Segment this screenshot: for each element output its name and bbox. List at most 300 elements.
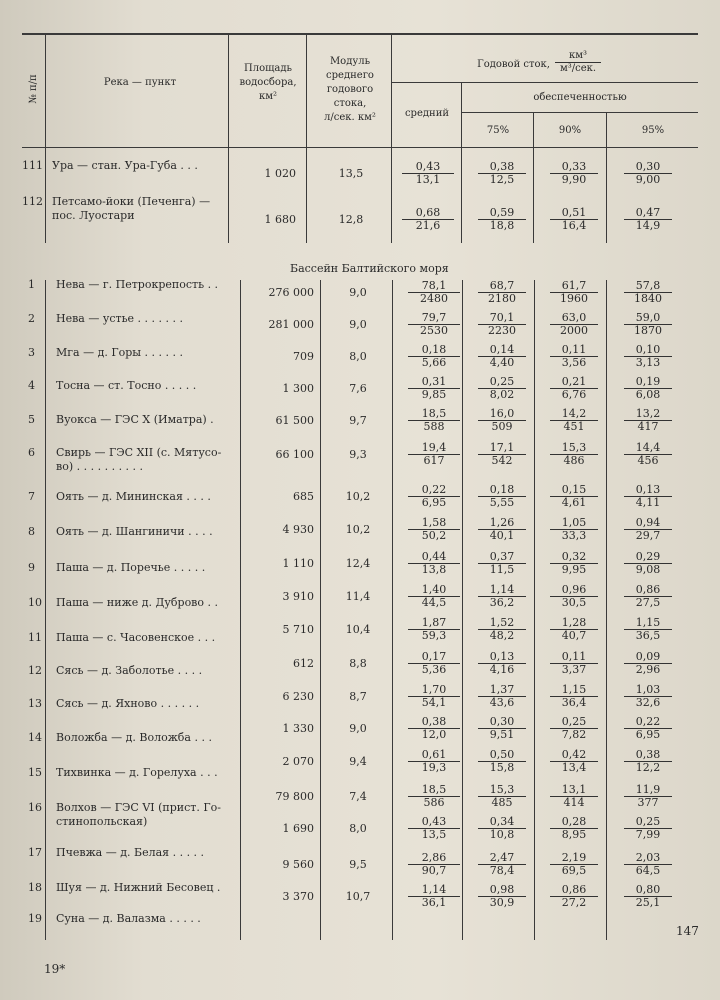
row-mean-volume: 0,38 (408, 716, 460, 729)
row-p90-volume: 0,11 (550, 651, 598, 664)
row-river-line: Оять — д. Мининская . . . . (56, 490, 211, 503)
row-area: 1 300 (282, 382, 314, 395)
row-p95-volume: 0,22 (624, 716, 672, 729)
row-p75 (478, 884, 526, 909)
row-p75-discharge: 4,16 (489, 663, 515, 676)
row-p75-volume: 2,47 (478, 852, 526, 865)
row-p90-discharge: 451 (563, 420, 585, 433)
row-mean (408, 651, 460, 676)
row-mean-volume: 1,70 (408, 684, 460, 697)
row-number: 14 (28, 731, 42, 744)
header-col-p75: 75% (486, 125, 510, 136)
row-p95 (624, 884, 672, 909)
row-area: 1 110 (282, 557, 314, 570)
row-area: 6 230 (282, 690, 314, 703)
row-p95-discharge: 456 (637, 454, 659, 467)
header-area-line3: км² (258, 91, 278, 102)
row-p90-discharge: 4,61 (561, 496, 587, 509)
row-p75 (478, 517, 526, 542)
body-sep-mod (392, 280, 393, 940)
row-p90-volume: 0,15 (550, 484, 598, 497)
row-number: 19 (28, 912, 42, 925)
row-p95 (624, 442, 672, 467)
row-mean-volume: 1,58 (408, 517, 460, 530)
row-p95-discharge: 4,11 (635, 496, 661, 509)
row-p90 (550, 376, 598, 401)
row-mean-discharge: 2480 (420, 292, 448, 305)
row-p75-discharge: 4,40 (489, 356, 515, 369)
row-river-line: Воложба — д. Воложба . . . (56, 731, 212, 744)
body-sep-p75 (534, 280, 535, 940)
row-p90 (550, 484, 598, 509)
row-modulus: 9,0 (349, 318, 367, 331)
row-mean (408, 551, 460, 576)
row-p95-volume: 0,80 (624, 884, 672, 897)
row-river-line: Петсамо-йоки (Печенга) — (52, 195, 211, 208)
row-river (56, 596, 242, 610)
row-p95 (624, 312, 672, 337)
col-sep-no (45, 35, 46, 147)
header-col-p95: 95% (641, 125, 665, 136)
row-mean-volume: 0,43 (402, 161, 454, 174)
row-p95 (624, 344, 672, 369)
row-p90-volume: 0,25 (550, 716, 598, 729)
row-p90-volume: 63,0 (550, 312, 598, 325)
row-p75 (478, 376, 526, 401)
row-p90-discharge: 27,2 (561, 896, 587, 909)
row-p90 (550, 584, 598, 609)
row-area: 1 330 (282, 722, 314, 735)
row-river-line: Шуя — д. Нижний Бесовец . (56, 881, 221, 894)
row-mean-volume: 2,86 (408, 852, 460, 865)
row-p95-volume: 0,25 (624, 816, 672, 829)
row-p90-discharge: 3,56 (561, 356, 587, 369)
row-area: 4 930 (282, 523, 314, 536)
row-p95-volume: 0,47 (624, 207, 672, 220)
row-area: 5 710 (282, 623, 314, 636)
row-mean (402, 207, 454, 232)
row-p90-discharge: 40,7 (561, 629, 587, 642)
row-mean-volume: 0,68 (402, 207, 454, 220)
row-p95 (624, 716, 672, 741)
row-p75 (478, 161, 526, 186)
row-p90 (550, 884, 598, 909)
row-p75-volume: 0,59 (478, 207, 526, 220)
row-mean-discharge: 12,0 (421, 728, 447, 741)
row-p90-discharge: 7,82 (561, 728, 587, 741)
row-mean (408, 716, 460, 741)
row-p90-volume: 0,96 (550, 584, 598, 597)
row-p75-discharge: 9,51 (489, 728, 515, 741)
row-p75-volume: 0,25 (478, 376, 526, 389)
row-p90 (550, 816, 598, 841)
row-p75-volume: 0,50 (478, 749, 526, 762)
row-p90-discharge: 16,4 (561, 219, 587, 232)
row-p90 (550, 312, 598, 337)
row-mean (408, 684, 460, 709)
row-p95-discharge: 1870 (634, 324, 662, 337)
row-p95-discharge: 1840 (634, 292, 662, 305)
row-p90-discharge: 2000 (560, 324, 588, 337)
row-p95-discharge: 377 (637, 796, 659, 809)
row-river (56, 697, 242, 711)
row-number: 12 (28, 664, 42, 677)
row-mean-volume: 0,17 (408, 651, 460, 664)
row-p95 (624, 749, 672, 774)
row-area: 1 690 (282, 822, 314, 835)
row-p90-volume: 0,11 (550, 344, 598, 357)
row-river (56, 278, 242, 292)
row-p90-volume: 15,3 (550, 442, 598, 455)
row-p90 (550, 161, 598, 186)
row-p90 (550, 408, 598, 433)
row-modulus: 9,0 (349, 286, 367, 299)
row-p95-volume: 0,19 (624, 376, 672, 389)
row-mean-volume: 19,4 (408, 442, 460, 455)
row-area: 1 020 (264, 167, 296, 180)
row-p90 (550, 852, 598, 877)
row-river (56, 881, 242, 895)
row-river (56, 631, 242, 645)
row-river (56, 379, 242, 393)
row-p95-discharge: 14,9 (635, 219, 661, 232)
row-mean-discharge: 5,36 (421, 663, 447, 676)
row-p75-volume: 0,18 (478, 484, 526, 497)
row-river-line: Паша — ниже д. Дуброво . . (56, 596, 218, 609)
row-p75-volume: 0,13 (478, 651, 526, 664)
row-modulus: 9,3 (349, 448, 367, 461)
row-p95-volume: 0,10 (624, 344, 672, 357)
row-p75 (478, 442, 526, 467)
row-p75-volume: 1,14 (478, 584, 526, 597)
row-mean (408, 584, 460, 609)
row-area: 9 560 (282, 858, 314, 871)
row-p90-discharge: 13,4 (561, 761, 587, 774)
row-number: 9 (28, 561, 35, 574)
row-mean (408, 884, 460, 909)
row-p95 (624, 784, 672, 809)
row-river (56, 766, 242, 780)
header-area-line2: водосбора, (239, 77, 297, 88)
body-sep-mean (462, 280, 463, 940)
header-sub-rule-2 (462, 112, 698, 113)
row-mean (408, 784, 460, 809)
row-p75-volume: 68,7 (478, 280, 526, 293)
row-river (52, 159, 228, 173)
row-p75-volume: 1,26 (478, 517, 526, 530)
header-col-prob: обеспеченностью (533, 92, 627, 103)
row-p75 (478, 852, 526, 877)
row-modulus: 8,8 (349, 657, 367, 670)
row-p90-discharge: 1960 (560, 292, 588, 305)
row-mean-volume: 1,14 (408, 884, 460, 897)
row-modulus: 10,2 (345, 523, 371, 536)
row-p75 (478, 716, 526, 741)
row-p75-discharge: 542 (491, 454, 513, 467)
row-p95 (624, 584, 672, 609)
row-modulus: 9,5 (349, 858, 367, 871)
row-river-line: Ура — стан. Ура-Губа . . . (52, 159, 198, 172)
row-p75 (478, 749, 526, 774)
row-p90 (550, 784, 598, 809)
row-p90-discharge: 9,90 (561, 173, 587, 186)
row-river-line: Мга — д. Горы . . . . . . (56, 346, 184, 359)
row-p95-discharge: 12,2 (635, 761, 661, 774)
row-p75-volume: 0,30 (478, 716, 526, 729)
row-p95 (624, 651, 672, 676)
row-p95 (624, 684, 672, 709)
row-p75-discharge: 509 (491, 420, 513, 433)
row-p90 (550, 716, 598, 741)
row-p95-volume: 13,2 (624, 408, 672, 421)
row-p75-volume: 1,52 (478, 617, 526, 630)
row-p90-discharge: 30,5 (561, 596, 587, 609)
row-modulus: 12,4 (345, 557, 371, 570)
row-river-line: Свирь — ГЭС XII (с. Мятусо- (56, 446, 222, 459)
row-p90-volume: 1,28 (550, 617, 598, 630)
row-river (56, 525, 242, 539)
row-river-line: Оять — д. Шангиничи . . . . (56, 525, 213, 538)
row-p75-discharge: 30,9 (489, 896, 515, 909)
header-sub-rule-1 (392, 82, 698, 83)
row-number: 2 (28, 312, 35, 325)
row-area: 66 100 (275, 448, 314, 461)
row-mean-discharge: 54,1 (421, 696, 447, 709)
header-mod-line2: среднего (326, 70, 374, 81)
row-river-line: Сясь — д. Заболотье . . . . (56, 664, 203, 677)
row-mean-discharge: 586 (423, 796, 445, 809)
row-mean-discharge: 617 (423, 454, 445, 467)
body-sep-no-top (45, 148, 46, 243)
row-p95-volume: 57,8 (624, 280, 672, 293)
row-p90 (550, 551, 598, 576)
row-river-line: во) . . . . . . . . . . (56, 460, 144, 473)
row-p95-volume: 0,13 (624, 484, 672, 497)
row-number: 5 (28, 413, 35, 426)
col-sep-river (228, 35, 229, 147)
header-bottom-rule (22, 147, 698, 148)
row-mean-discharge: 90,7 (421, 864, 447, 877)
row-p75-discharge: 78,4 (489, 864, 515, 877)
row-p95 (624, 376, 672, 401)
row-p75-volume: 0,98 (478, 884, 526, 897)
header-col-runoff (470, 58, 550, 72)
row-mean (408, 344, 460, 369)
row-p90-discharge: 8,95 (561, 828, 587, 841)
row-p95-volume: 0,09 (624, 651, 672, 664)
row-p75-volume: 0,38 (478, 161, 526, 174)
row-p75 (478, 484, 526, 509)
row-p75 (478, 784, 526, 809)
row-river-line: Суна — д. Валазма . . . . . (56, 912, 201, 925)
row-area: 2 070 (282, 755, 314, 768)
row-p75-discharge: 15,8 (489, 761, 515, 774)
row-p90 (550, 442, 598, 467)
row-p90-discharge: 36,4 (561, 696, 587, 709)
body-sep-area (320, 280, 321, 940)
row-p75-discharge: 48,2 (489, 629, 515, 642)
row-river (56, 664, 242, 678)
row-p95-volume: 0,38 (624, 749, 672, 762)
body-sep-p90-top (606, 148, 607, 243)
row-area: 1 680 (264, 213, 296, 226)
row-p75-volume: 0,37 (478, 551, 526, 564)
row-river-line: Паша — д. Поречье . . . . . (56, 561, 206, 574)
row-p90 (550, 651, 598, 676)
row-p90-discharge: 3,37 (561, 663, 587, 676)
header-col-mean: средний (404, 108, 450, 119)
row-p75 (478, 684, 526, 709)
row-area: 276 000 (268, 286, 314, 299)
row-p75-discharge: 5,55 (489, 496, 515, 509)
row-modulus: 10,4 (345, 623, 371, 636)
row-p95 (624, 517, 672, 542)
row-river (56, 490, 242, 504)
row-p95 (624, 617, 672, 642)
header-area-line1: Площадь (244, 63, 292, 74)
row-mean-discharge: 2530 (420, 324, 448, 337)
header-runoff-units (555, 50, 601, 75)
row-area: 281 000 (268, 318, 314, 331)
row-p90 (550, 517, 598, 542)
row-mean-volume: 18,5 (408, 784, 460, 797)
row-p75 (478, 617, 526, 642)
row-mean-discharge: 588 (423, 420, 445, 433)
row-p75-discharge: 43,6 (489, 696, 515, 709)
row-p95 (624, 207, 672, 232)
row-mean (408, 852, 460, 877)
row-p95-discharge: 9,00 (635, 173, 661, 186)
row-p75 (478, 312, 526, 337)
row-river-line: Нева — устье . . . . . . . (56, 312, 184, 325)
row-river-line: Нева — г. Петрокрепость . . (56, 278, 219, 291)
row-p75-discharge: 8,02 (489, 388, 515, 401)
row-p90 (550, 280, 598, 305)
row-p75 (478, 207, 526, 232)
row-p75 (478, 280, 526, 305)
row-area: 3 910 (282, 590, 314, 603)
row-p95-discharge: 7,99 (635, 828, 661, 841)
row-mean-discharge: 44,5 (421, 596, 447, 609)
signature-mark: 19* (44, 962, 66, 976)
row-mean-discharge: 5,66 (421, 356, 447, 369)
row-area: 79 800 (275, 790, 314, 803)
row-river-line: Сясь — д. Яхново . . . . . . (56, 697, 200, 710)
row-river (56, 312, 242, 326)
row-mean-volume: 0,31 (408, 376, 460, 389)
row-modulus: 11,4 (345, 590, 371, 603)
col-sep-area (306, 35, 307, 147)
row-mean-volume: 78,1 (408, 280, 460, 293)
row-p95-discharge: 27,5 (635, 596, 661, 609)
row-p95-volume: 1,15 (624, 617, 672, 630)
row-p90-discharge: 486 (563, 454, 585, 467)
row-area: 709 (293, 350, 314, 363)
row-river-line: стинопольская) (56, 815, 148, 828)
row-mean-volume: 0,61 (408, 749, 460, 762)
row-p90-volume: 2,19 (550, 852, 598, 865)
header-col-p90: 90% (558, 125, 582, 136)
row-number: 11 (28, 631, 42, 644)
row-modulus: 9,7 (349, 414, 367, 427)
col-sep-mod (391, 35, 392, 147)
header-col-area (232, 62, 304, 104)
row-mean-discharge: 19,3 (421, 761, 447, 774)
row-mean-volume: 0,22 (408, 484, 460, 497)
row-p95-volume: 0,86 (624, 584, 672, 597)
row-p95-discharge: 2,96 (635, 663, 661, 676)
row-p95-discharge: 9,08 (635, 563, 661, 576)
row-p75 (478, 816, 526, 841)
basin-title: Бассейн Балтийского моря (290, 262, 449, 275)
row-area: 61 500 (275, 414, 314, 427)
header-col-no: № п/п (28, 74, 39, 104)
row-river (56, 912, 242, 926)
body-sep-mod-top (391, 148, 392, 243)
row-mean (408, 376, 460, 401)
row-p75 (478, 651, 526, 676)
row-p75-volume: 15,3 (478, 784, 526, 797)
row-p95-discharge: 6,95 (635, 728, 661, 741)
row-mean (408, 408, 460, 433)
row-p95 (624, 408, 672, 433)
row-river (56, 446, 242, 474)
row-number: 18 (28, 881, 42, 894)
row-p90-volume: 0,86 (550, 884, 598, 897)
header-runoff-label: Годовой сток, (477, 59, 550, 70)
row-p75-discharge: 10,8 (489, 828, 515, 841)
row-river-line: пос. Луостари (52, 209, 135, 222)
row-p90-volume: 1,15 (550, 684, 598, 697)
table-top-rule (22, 33, 698, 35)
row-river-line: Волхов — ГЭС VI (прист. Го- (56, 801, 221, 814)
row-mean-volume: 79,7 (408, 312, 460, 325)
row-modulus: 9,4 (349, 755, 367, 768)
row-p95-volume: 1,03 (624, 684, 672, 697)
row-mean-discharge: 6,95 (421, 496, 447, 509)
row-modulus: 10,2 (345, 490, 371, 503)
row-p75 (478, 408, 526, 433)
row-mean-volume: 0,44 (408, 551, 460, 564)
row-p90-volume: 1,05 (550, 517, 598, 530)
row-number: 6 (28, 446, 35, 459)
row-modulus: 12,8 (338, 213, 364, 226)
row-mean-volume: 18,5 (408, 408, 460, 421)
row-p75 (478, 584, 526, 609)
row-river (56, 801, 242, 829)
header-mod-line1: Модуль (329, 56, 371, 67)
row-number: 16 (28, 801, 42, 814)
row-p95 (624, 816, 672, 841)
row-mean-discharge: 9,85 (421, 388, 447, 401)
row-p95-volume: 59,0 (624, 312, 672, 325)
row-number: 13 (28, 697, 42, 710)
row-river (56, 846, 242, 860)
row-number: 3 (28, 346, 35, 359)
row-river (56, 561, 242, 575)
row-p75-discharge: 36,2 (489, 596, 515, 609)
row-river (56, 346, 242, 360)
row-p75-volume: 0,14 (478, 344, 526, 357)
row-p95 (624, 161, 672, 186)
row-mean-volume: 1,40 (408, 584, 460, 597)
row-p90-discharge: 6,76 (561, 388, 587, 401)
header-units-top: км³ (555, 50, 601, 63)
row-p95-discharge: 6,08 (635, 388, 661, 401)
row-mean (408, 484, 460, 509)
row-river (56, 731, 242, 745)
row-p95 (624, 551, 672, 576)
